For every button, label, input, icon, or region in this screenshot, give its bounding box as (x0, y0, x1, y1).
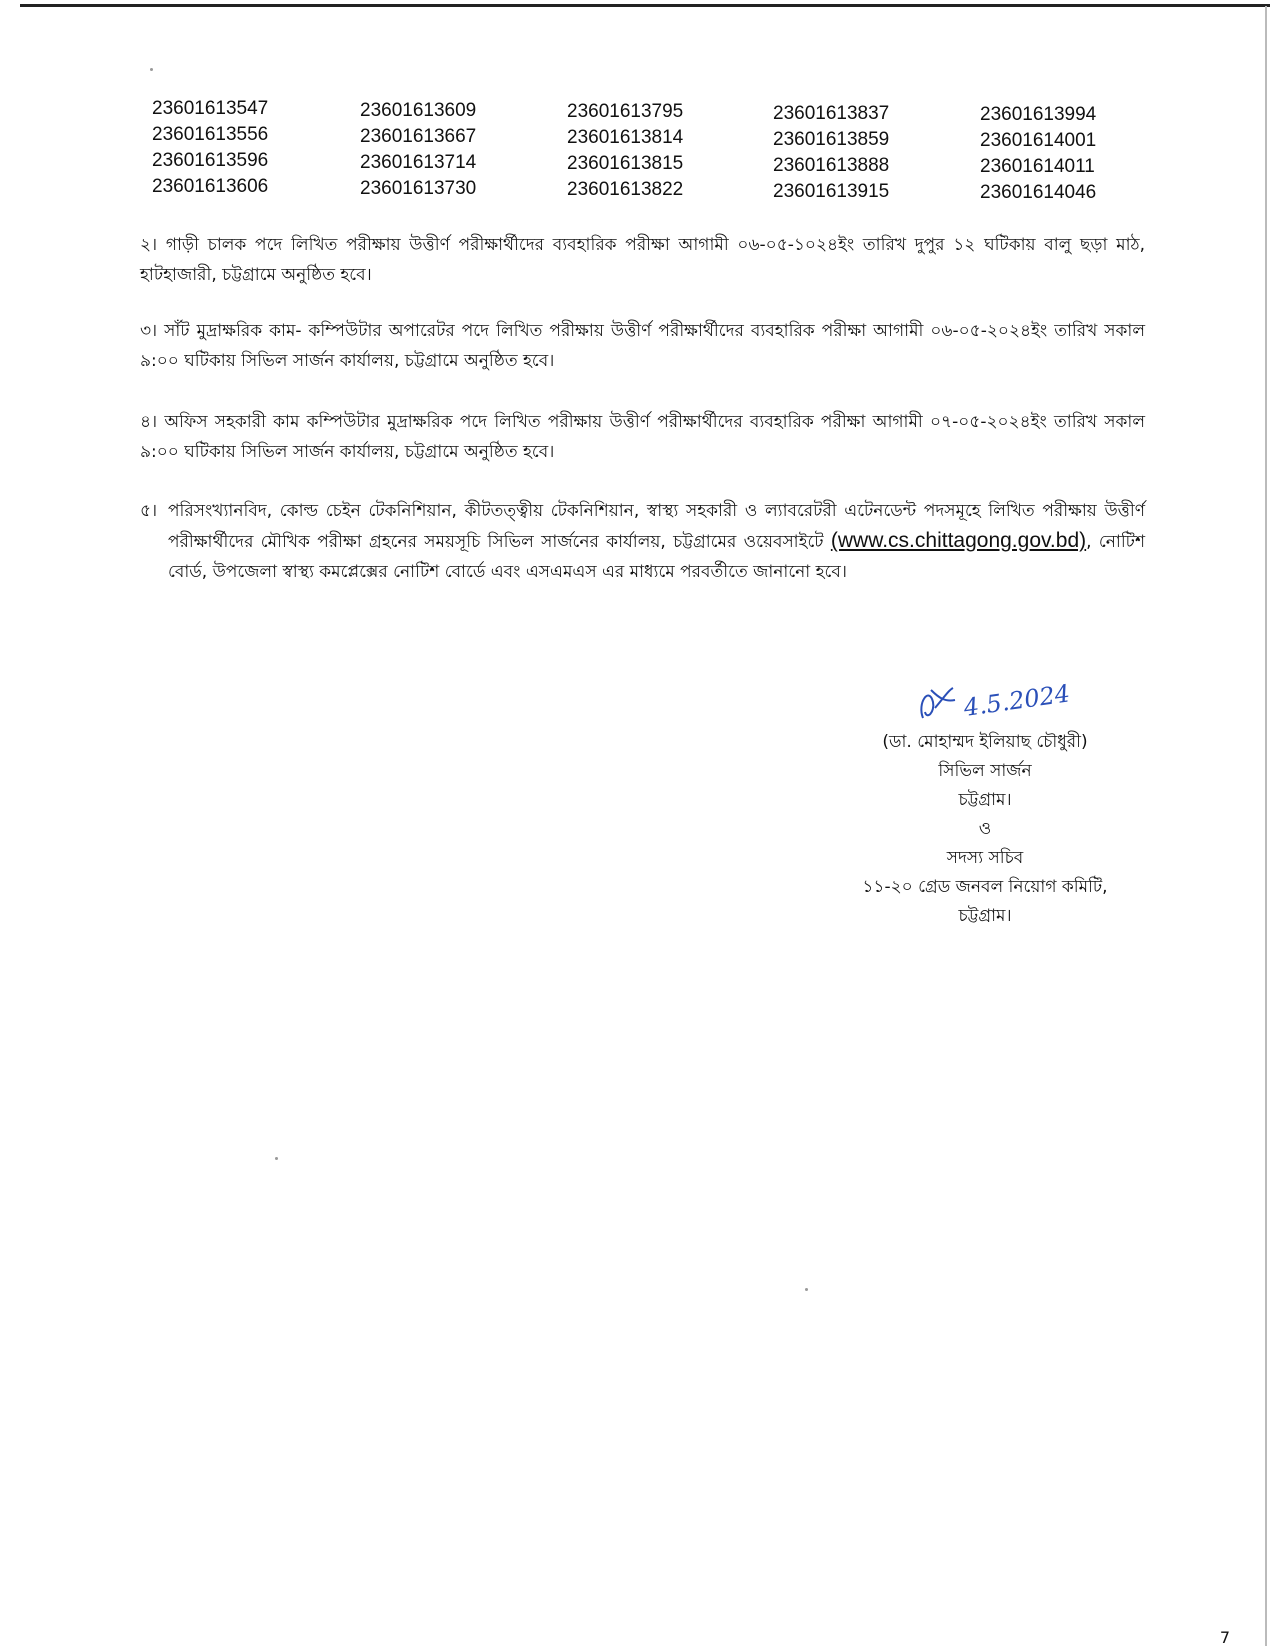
candidate-number: 23601614001 (980, 130, 1097, 151)
candidate-number: 23601613994 (980, 104, 1097, 125)
candidate-number: 23601613915 (773, 181, 890, 202)
notice-paragraph-4: ৪। অফিস সহকারী কাম কম্পিউটার মুদ্রাক্ষরিক পদে লিখিত পরীক্ষায় উত্তীর্ণ পরীক্ষার্থীদের ব্যবহারিক পরীক্ষা আগামী ০৭-০৫-২০২৪ইং তারিখ সকাল ৯:০০ ঘটিকায় সিভিল সার্জন কার্যালয়, চট্টগ্রামে অনুষ্ঠিত হবে। (140, 412, 1145, 462)
website-link[interactable]: (www.cs.chittagong.gov.bd) (830, 529, 1087, 552)
paragraph-5-text-before: পরিসংখ্যানবিদ, কোল্ড চেইন টেকনিশিয়ান, কীটতত্ত্বীয় টেকনিশিয়ান, স্বাস্থ্য সহকারী ও ল্যাবরেটরী এটেনডেন্ট পদসমূহে লিখিত পরীক্ষায় উত্তীর্ণ পরীক্ষার্থীদের মৌখিক পরীক্ষা গ্রহনের সময়সূচি সিভিল সার্জনের কার্যালয়, চট্টগ্রামের ওয়েবসাইটে (168, 501, 1145, 552)
candidate-number: 23601613667 (360, 126, 477, 147)
candidate-number: 23601614046 (980, 182, 1097, 203)
handwritten-signature (915, 668, 1075, 728)
candidate-number: 23601613609 (360, 100, 477, 121)
signatory-title: সিভিল সার্জন (938, 761, 1032, 781)
paragraph-5-text-after: , নোটিশ বোর্ড, উপজেলা স্বাস্থ্য কমপ্লেক্সের নোটিশ বোর্ডে এবং এসএমএস এর মাধ্যমে পরবর্তীতে জানানো হবে। (168, 532, 1146, 582)
notice-paragraph-2: ২। গাড়ী চালক পদে লিখিত পরীক্ষায় উত্তীর্ণ পরীক্ষার্থীদের ব্যবহারিক পরীক্ষা আগামী ০৬-০৫-১০২৪ইং তারিখ দুপুর ১২ ঘটিকায় বালু ছড়া মাঠ, হাটহাজারী, চট্টগ্রামে অনুষ্ঠিত হবে। (140, 235, 1145, 285)
signatory-place: চট্টগ্রাম। (958, 790, 1012, 810)
notice-paragraph-3: ৩। সাঁট মুদ্রাক্ষরিক কাম- কম্পিউটার অপারেটর পদে লিখিত পরীক্ষায় উত্তীর্ণ পরীক্ষার্থীদের ব্যবহারিক পরীক্ষা আগামী ০৬-০৫-২০২৪ইং তারিখ সকাল ৯:০০ ঘটিকায় সিভিল সার্জন কার্যালয়, চট্টগ্রামে অনুষ্ঠিত হবে। (140, 321, 1145, 371)
number-column (980, 102, 1096, 206)
signatory-conjunction: ও (978, 819, 992, 839)
scan-speck (150, 68, 153, 71)
candidate-number: 23601613822 (567, 179, 684, 200)
candidate-number: 23601613815 (567, 153, 684, 174)
signatory-committee: ১১-২০ গ্রেড জনবল নিয়োগ কমিটি, (862, 877, 1108, 897)
candidate-number: 23601613596 (152, 150, 269, 171)
candidate-number: 23601613714 (360, 152, 477, 173)
number-column (773, 101, 889, 205)
candidate-number: 23601613795 (567, 101, 684, 122)
scan-speck (275, 1157, 278, 1160)
signature-block (830, 728, 1140, 931)
candidate-number: 23601613606 (152, 176, 269, 197)
signatory-role: সদস্য সচিব (946, 848, 1024, 868)
candidate-number: 23601613837 (773, 103, 890, 124)
paragraph-number: ৫। (140, 501, 158, 521)
scan-speck (805, 1288, 808, 1291)
number-column (360, 98, 476, 202)
number-column (152, 96, 268, 200)
notice-paragraph-5 (140, 496, 1145, 587)
signatory-name: (ডা. মোহাম্মদ ইলিয়াছ চৌধুরী) (882, 732, 1088, 752)
candidate-number: 23601613859 (773, 129, 890, 150)
scan-right-edge (1265, 6, 1267, 1646)
signatory-place-2: চট্টগ্রাম। (958, 906, 1012, 926)
page-number: 7 (1219, 1628, 1230, 1647)
paragraph-5-text (168, 496, 1145, 587)
candidate-number: 23601613547 (152, 98, 269, 119)
candidate-number: 23601613556 (152, 124, 269, 145)
number-column (567, 99, 683, 203)
candidate-number: 23601613730 (360, 178, 477, 199)
svg-text:4.5.2024: 4.5.2024 (961, 679, 1072, 722)
scan-top-edge (20, 4, 1270, 7)
candidate-number: 23601613888 (773, 155, 890, 176)
candidate-number: 23601613814 (567, 127, 684, 148)
candidate-number: 23601614011 (980, 156, 1095, 177)
